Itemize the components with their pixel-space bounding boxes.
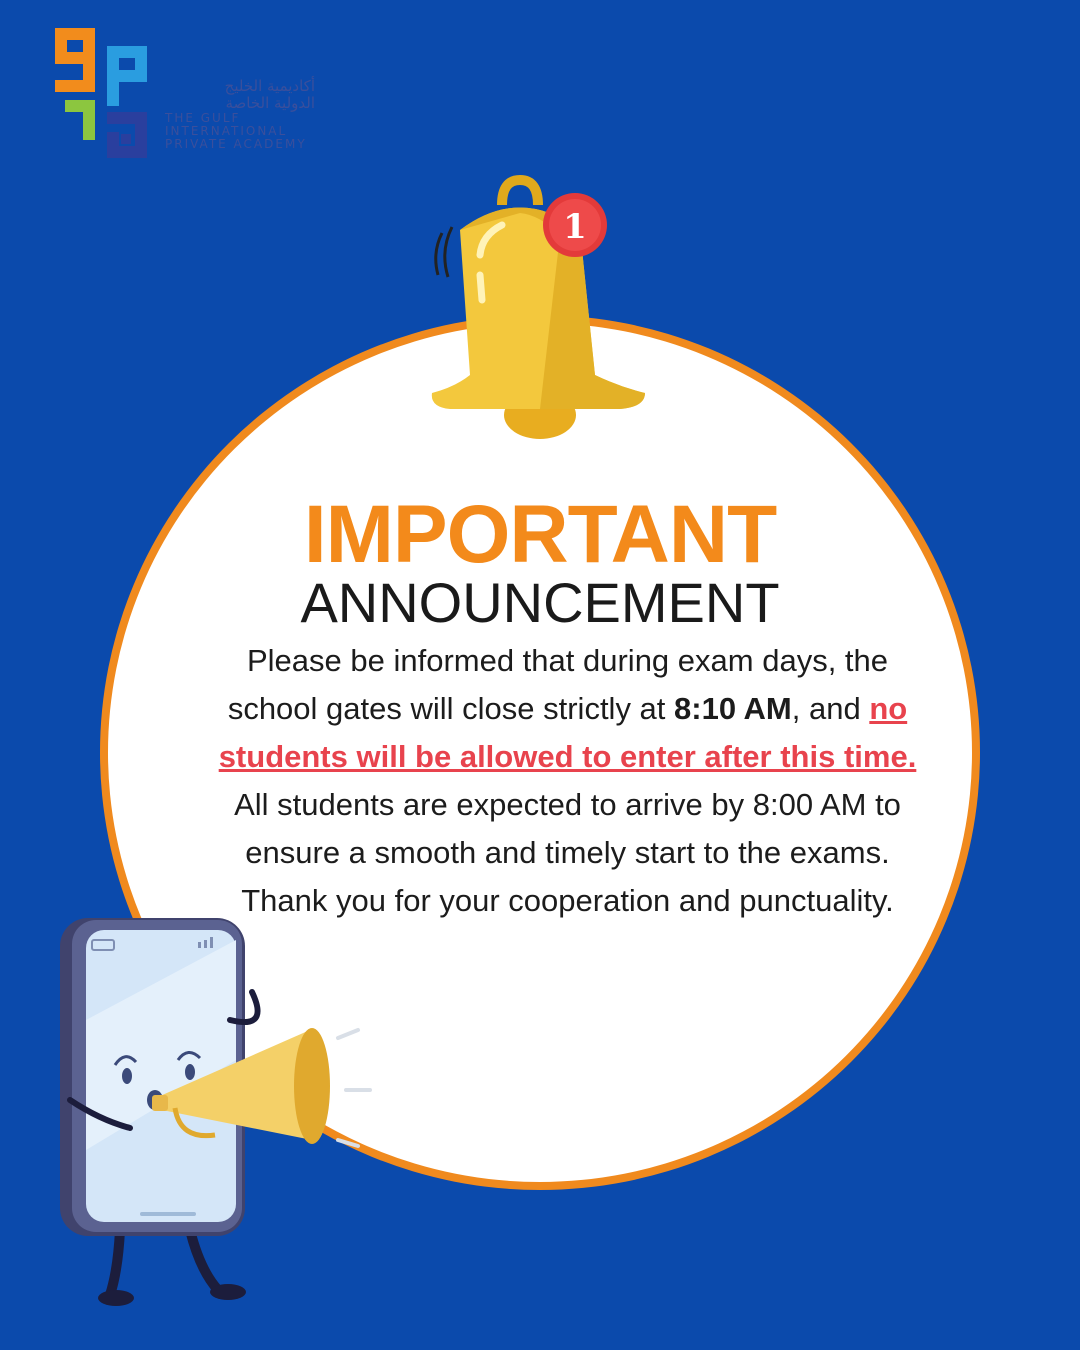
notification-bell-icon: [420, 175, 660, 445]
paragraph-3: Thank you for your cooperation and punctuality.: [241, 883, 894, 918]
gipa-logo-icon: [55, 28, 150, 158]
bell-badge-count: 1: [563, 207, 587, 247]
paragraph-1: [200, 637, 935, 781]
gate-close-time: 8:10 AM: [674, 691, 792, 726]
announcement-body: [200, 637, 935, 925]
phone-megaphone-icon: [40, 900, 400, 1310]
logo-arabic-line-1: أكاديمية الخليج: [224, 77, 315, 95]
logo-arabic-line-2: الدولية الخاصة: [225, 94, 315, 112]
academy-logo: [55, 28, 315, 163]
announcement-title: IMPORTANT: [303, 489, 777, 580]
logo-english-line-1: THE GULF: [165, 111, 241, 125]
logo-english-line-3: PRIVATE ACADEMY: [165, 137, 307, 151]
entry-warning: no students will be allowed to enter after this time.: [218, 691, 917, 774]
logo-english-line-2: INTERNATIONAL: [165, 124, 288, 138]
paragraph-1-start: Please be informed that during exam days, the school gates will close strictly at: [227, 643, 889, 726]
logo-text: [165, 78, 315, 151]
announcement-subtitle: ANNOUNCEMENT: [300, 571, 780, 634]
paragraph-2: All students are expected to arrive by 8:00 AM to ensure a smooth and timely start to the exams.: [234, 787, 901, 870]
paragraph-1-end: , and: [791, 691, 870, 726]
